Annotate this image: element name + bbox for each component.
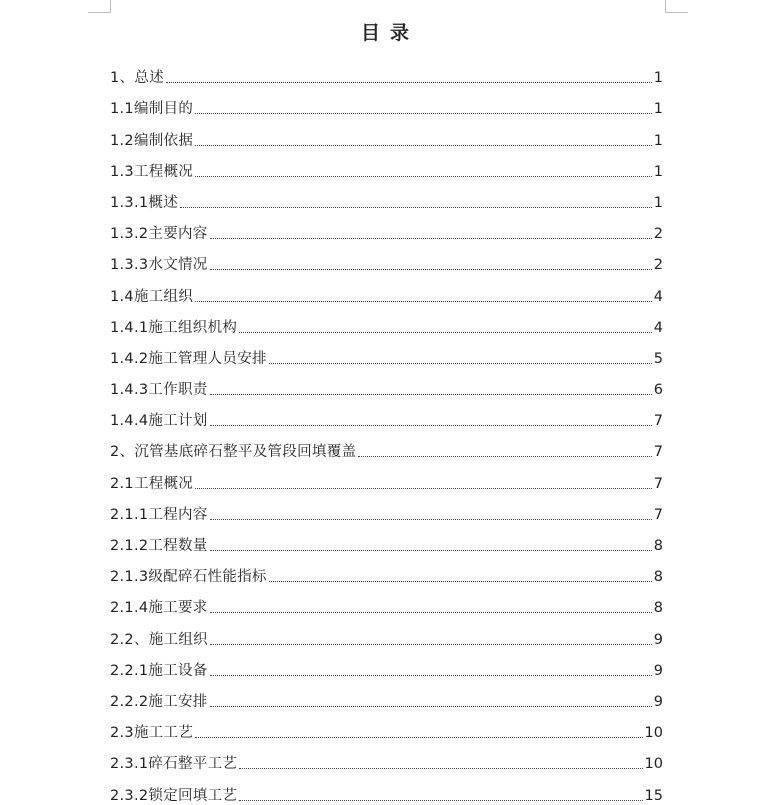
- toc-entry-text: 2.3.2锁定回填工艺: [110, 787, 238, 804]
- toc-entry-page: 1: [653, 194, 663, 211]
- dot-leader: [210, 269, 652, 270]
- toc-entry-page: 15: [644, 787, 663, 804]
- toc-entry-page: 1: [653, 70, 663, 87]
- toc-entry-page: 8: [653, 538, 663, 554]
- toc-entry-page: 7: [653, 413, 663, 430]
- dot-leader: [239, 768, 642, 769]
- dot-leader: [210, 644, 652, 645]
- toc-entry[interactable]: [110, 212, 663, 243]
- toc-entry[interactable]: [110, 181, 663, 212]
- toc-entry-text: 1.3.1概述: [110, 194, 178, 211]
- dot-leader: [269, 363, 652, 364]
- dot-leader: [166, 82, 652, 83]
- dot-leader: [210, 675, 652, 676]
- toc-entry-text: 2、沉管基底碎石整平及管段回填覆盖: [110, 444, 357, 461]
- dot-leader: [210, 394, 652, 395]
- toc-entry[interactable]: [110, 243, 663, 274]
- toc-entry-page: 7: [653, 444, 663, 461]
- toc-entry-page: 5: [653, 350, 663, 367]
- toc-entry[interactable]: [110, 742, 663, 773]
- toc-entry-page: 2: [653, 257, 663, 274]
- dot-leader: [180, 207, 652, 208]
- toc-entry-text: 1.3.2主要内容: [110, 226, 208, 243]
- toc-entry[interactable]: [110, 368, 663, 399]
- dot-leader: [195, 176, 652, 177]
- dot-leader: [210, 550, 652, 551]
- toc-entry-text: 1.3工程概况: [110, 163, 194, 180]
- table-of-contents: [110, 56, 663, 805]
- toc-entry-text: 2.1工程概况: [110, 475, 194, 492]
- dot-leader: [195, 113, 652, 114]
- toc-entry-text: 1.4.2施工管理人员安排: [110, 350, 267, 367]
- toc-entry-page: 8: [653, 569, 663, 586]
- toc-entry[interactable]: [110, 586, 663, 617]
- toc-entry-text: 1、总述: [110, 70, 164, 87]
- toc-entry-text: 1.4.4施工计划: [110, 413, 208, 430]
- toc-entry[interactable]: [110, 274, 663, 305]
- toc-entry-text: 1.3.3水文情况: [110, 257, 208, 274]
- toc-entry-page: 2: [653, 226, 663, 243]
- crop-mark-top-right: [665, 0, 688, 13]
- toc-entry[interactable]: [110, 711, 663, 742]
- toc-entry-page: 4: [653, 288, 663, 305]
- toc-entry-text: 2.1.3级配碎石性能指标: [110, 569, 267, 586]
- toc-entry[interactable]: [110, 430, 663, 461]
- toc-entry-page: 4: [653, 319, 663, 336]
- toc-entry-text: 2.1.2工程数量: [110, 538, 208, 554]
- dot-leader: [358, 456, 651, 457]
- toc-entry-text: 2.2.1施工设备: [110, 662, 208, 679]
- toc-entry-text: 1.4.3工作职责: [110, 382, 208, 399]
- dot-leader: [239, 332, 652, 333]
- toc-entry[interactable]: [110, 524, 663, 555]
- toc-entry[interactable]: [110, 493, 663, 524]
- toc-entry-text: 1.2编制依据: [110, 132, 194, 149]
- toc-entry-page: 1: [653, 101, 663, 118]
- dot-leader: [195, 488, 652, 489]
- toc-entry-page: 7: [653, 506, 663, 523]
- dot-leader: [195, 737, 642, 738]
- dot-leader: [195, 301, 652, 302]
- toc-entry-text: 2.3.1碎石整平工艺: [110, 756, 238, 773]
- toc-entry[interactable]: [110, 56, 663, 87]
- toc-entry-page: 10: [644, 725, 663, 742]
- dot-leader: [269, 581, 652, 582]
- dot-leader: [210, 519, 652, 520]
- toc-entry-text: 2.1.1工程内容: [110, 506, 208, 523]
- dot-leader: [210, 425, 652, 426]
- crop-mark-top-left: [88, 0, 111, 13]
- dot-leader: [210, 706, 652, 707]
- toc-entry[interactable]: [110, 337, 663, 368]
- dot-leader: [210, 612, 652, 613]
- toc-entry[interactable]: [110, 555, 663, 586]
- toc-entry[interactable]: [110, 87, 663, 118]
- toc-entry[interactable]: [110, 461, 663, 492]
- toc-entry-page: 9: [653, 631, 663, 648]
- toc-entry-page: 10: [644, 756, 663, 773]
- toc-entry-page: 1: [653, 132, 663, 149]
- toc-entry[interactable]: [110, 649, 663, 680]
- toc-entry[interactable]: [110, 680, 663, 711]
- toc-entry[interactable]: [110, 306, 663, 337]
- toc-entry[interactable]: [110, 399, 663, 430]
- dot-leader: [210, 238, 652, 239]
- toc-entry-page: 9: [653, 693, 663, 710]
- toc-entry-page: 8: [653, 600, 663, 617]
- toc-entry[interactable]: [110, 150, 663, 181]
- toc-entry-text: 2.2.2施工安排: [110, 693, 208, 710]
- toc-entry-text: 2.1.4施工要求: [110, 600, 208, 617]
- toc-title: 目录: [360, 22, 419, 44]
- toc-entry[interactable]: [110, 118, 663, 149]
- toc-entry-page: 6: [653, 382, 663, 399]
- toc-entry[interactable]: [110, 617, 663, 648]
- toc-entry-page: 7: [653, 475, 663, 492]
- toc-entry-text: 2.3施工工艺: [110, 725, 194, 742]
- toc-entry-text: 2.2、施工组织: [110, 631, 208, 648]
- dot-leader: [195, 145, 652, 146]
- toc-entry-page: 1: [653, 163, 663, 180]
- toc-entry-page: 9: [653, 662, 663, 679]
- toc-entry-text: 1.4施工组织: [110, 288, 194, 305]
- toc-entry-text: 1.1编制目的: [110, 101, 194, 118]
- toc-entry-text: 1.4.1施工组织机构: [110, 319, 238, 336]
